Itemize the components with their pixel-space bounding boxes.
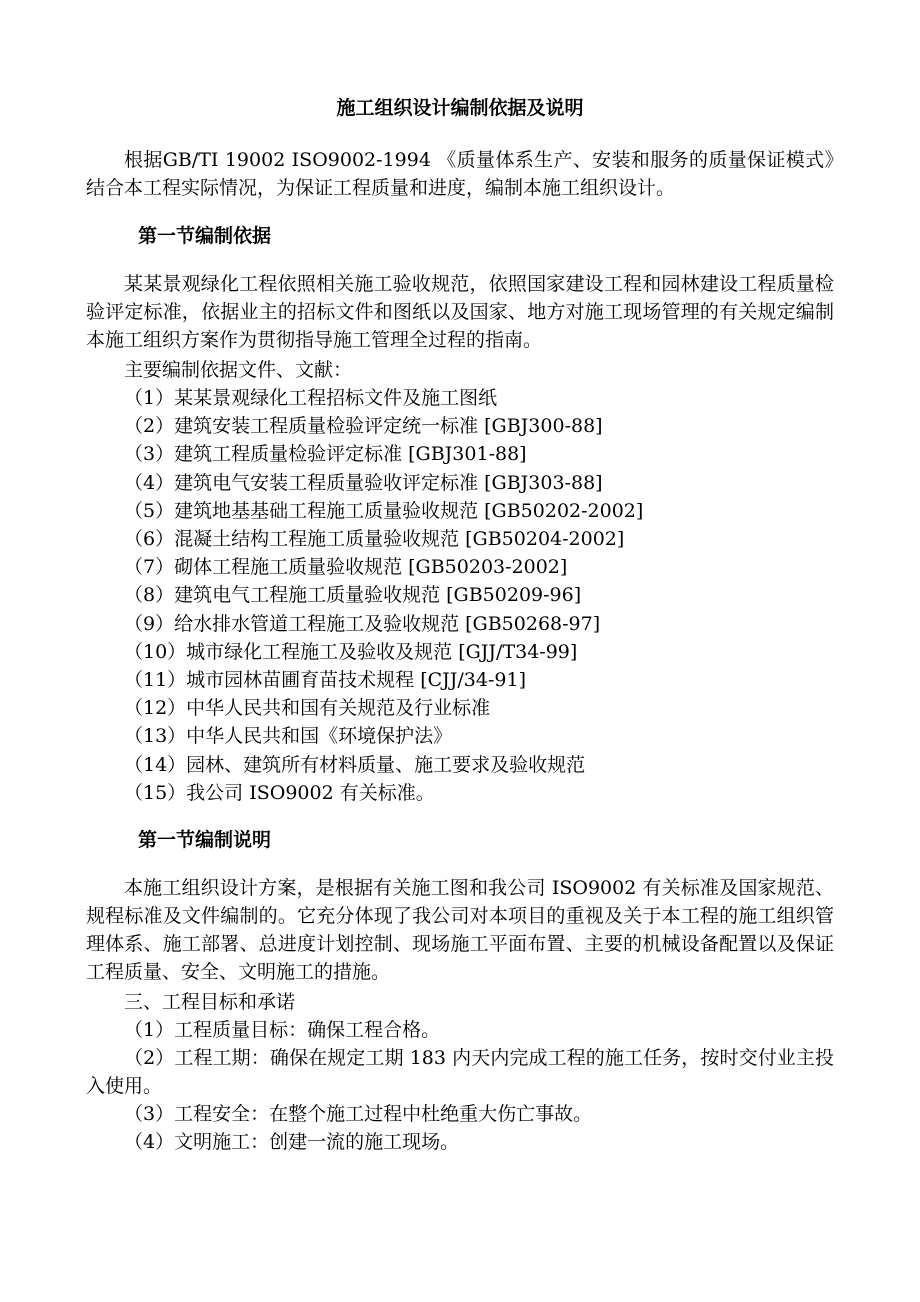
intro-paragraph: 根据GB/TI 19002 ISO9002-1994 《质量体系生产、安装和服务的质量保证模式》结合本工程实际情况，为保证工程质量和进度，编制本施工组织设计。 <box>86 149 834 199</box>
list-item: （14）园林、建筑所有材料质量、施工要求及验收规范 <box>124 753 586 776</box>
goal-civilized: （4）文明施工：创建一流的施工现场。 <box>124 1131 460 1153</box>
list-item: （8）建筑电气工程施工质量验收规范 [GB50209-96] <box>124 584 582 607</box>
section-heading-basis: 第一节编制依据 <box>138 225 272 247</box>
list-item: （2）建筑安装工程质量检验评定统一标准 [GBJ300-88] <box>124 415 603 438</box>
list-item: （3）建筑工程质量检验评定标准 [GBJ301-88] <box>124 443 527 466</box>
list-item: （9）给水排水管道工程施工及验收规范 [GB50268-97] <box>124 612 601 635</box>
list-intro: 主要编制依据文件、文献： <box>124 359 353 381</box>
list-item: （1）某某景观绿化工程招标文件及施工图纸 <box>124 387 498 409</box>
list-item: （7）砌体工程施工质量验收规范 [GB50203-2002] <box>124 556 568 579</box>
goal-safety: （3）工程安全：在整个施工过程中杜绝重大伤亡事故。 <box>124 1103 593 1125</box>
document-title: 施工组织设计编制依据及说明 <box>336 97 584 119</box>
goal-schedule: （2）工程工期：确保在规定工期 183 内天内完成工程的施工任务，按时交付业主投入使用。 <box>86 1047 834 1097</box>
reference-list <box>124 384 643 807</box>
goal-quality: （1）工程质量目标：确保工程合格。 <box>124 1019 441 1041</box>
list-item: （13）中华人民共和国《环境保护法》 <box>124 725 453 748</box>
goals-heading: 三、工程目标和承诺 <box>124 991 296 1013</box>
list-item: （5）建筑地基基础工程施工质量验收规范 [GB50202-2002] <box>124 499 644 522</box>
list-item: （11）城市园林苗圃育苗技术规程 [CJJ/34-91] <box>124 669 526 692</box>
list-item: （15）我公司 ISO9002 有关标准。 <box>124 781 435 804</box>
basis-paragraph: 某某景观绿化工程依照相关施工验收规范，依照国家建设工程和园林建设工程质量检验评定标准，依据业主的招标文件和图纸以及国家、地方对施工现场管理的有关规定编制本施工组织方案作为贯彻指导施工管理全过程的指南。 <box>86 273 834 351</box>
list-item: （12）中华人民共和国有关规范及行业标准 <box>124 697 491 720</box>
list-item: （6）混凝土结构工程施工质量验收规范 [GB50204-2002] <box>124 528 625 551</box>
list-item: （4）建筑电气安装工程质量验收评定标准 [GBJ303-88] <box>124 471 603 494</box>
notes-paragraph: 本施工组织设计方案，是根据有关施工图和我公司 ISO9002 有关标准及国家规范、规程标准及文件编制的。它充分体现了我公司对本项目的重视及关于本工程的施工组织管理体系、施工部署、总进度计划控制、现场施工平面布置、主要的机械设备配置以及保证工程质量、安全、文明施工的措施。 <box>86 877 834 983</box>
list-item: （10）城市绿化工程施工及验收及规范 [GJJ/T34-99] <box>124 640 578 663</box>
section-heading-notes: 第一节编制说明 <box>138 829 272 851</box>
